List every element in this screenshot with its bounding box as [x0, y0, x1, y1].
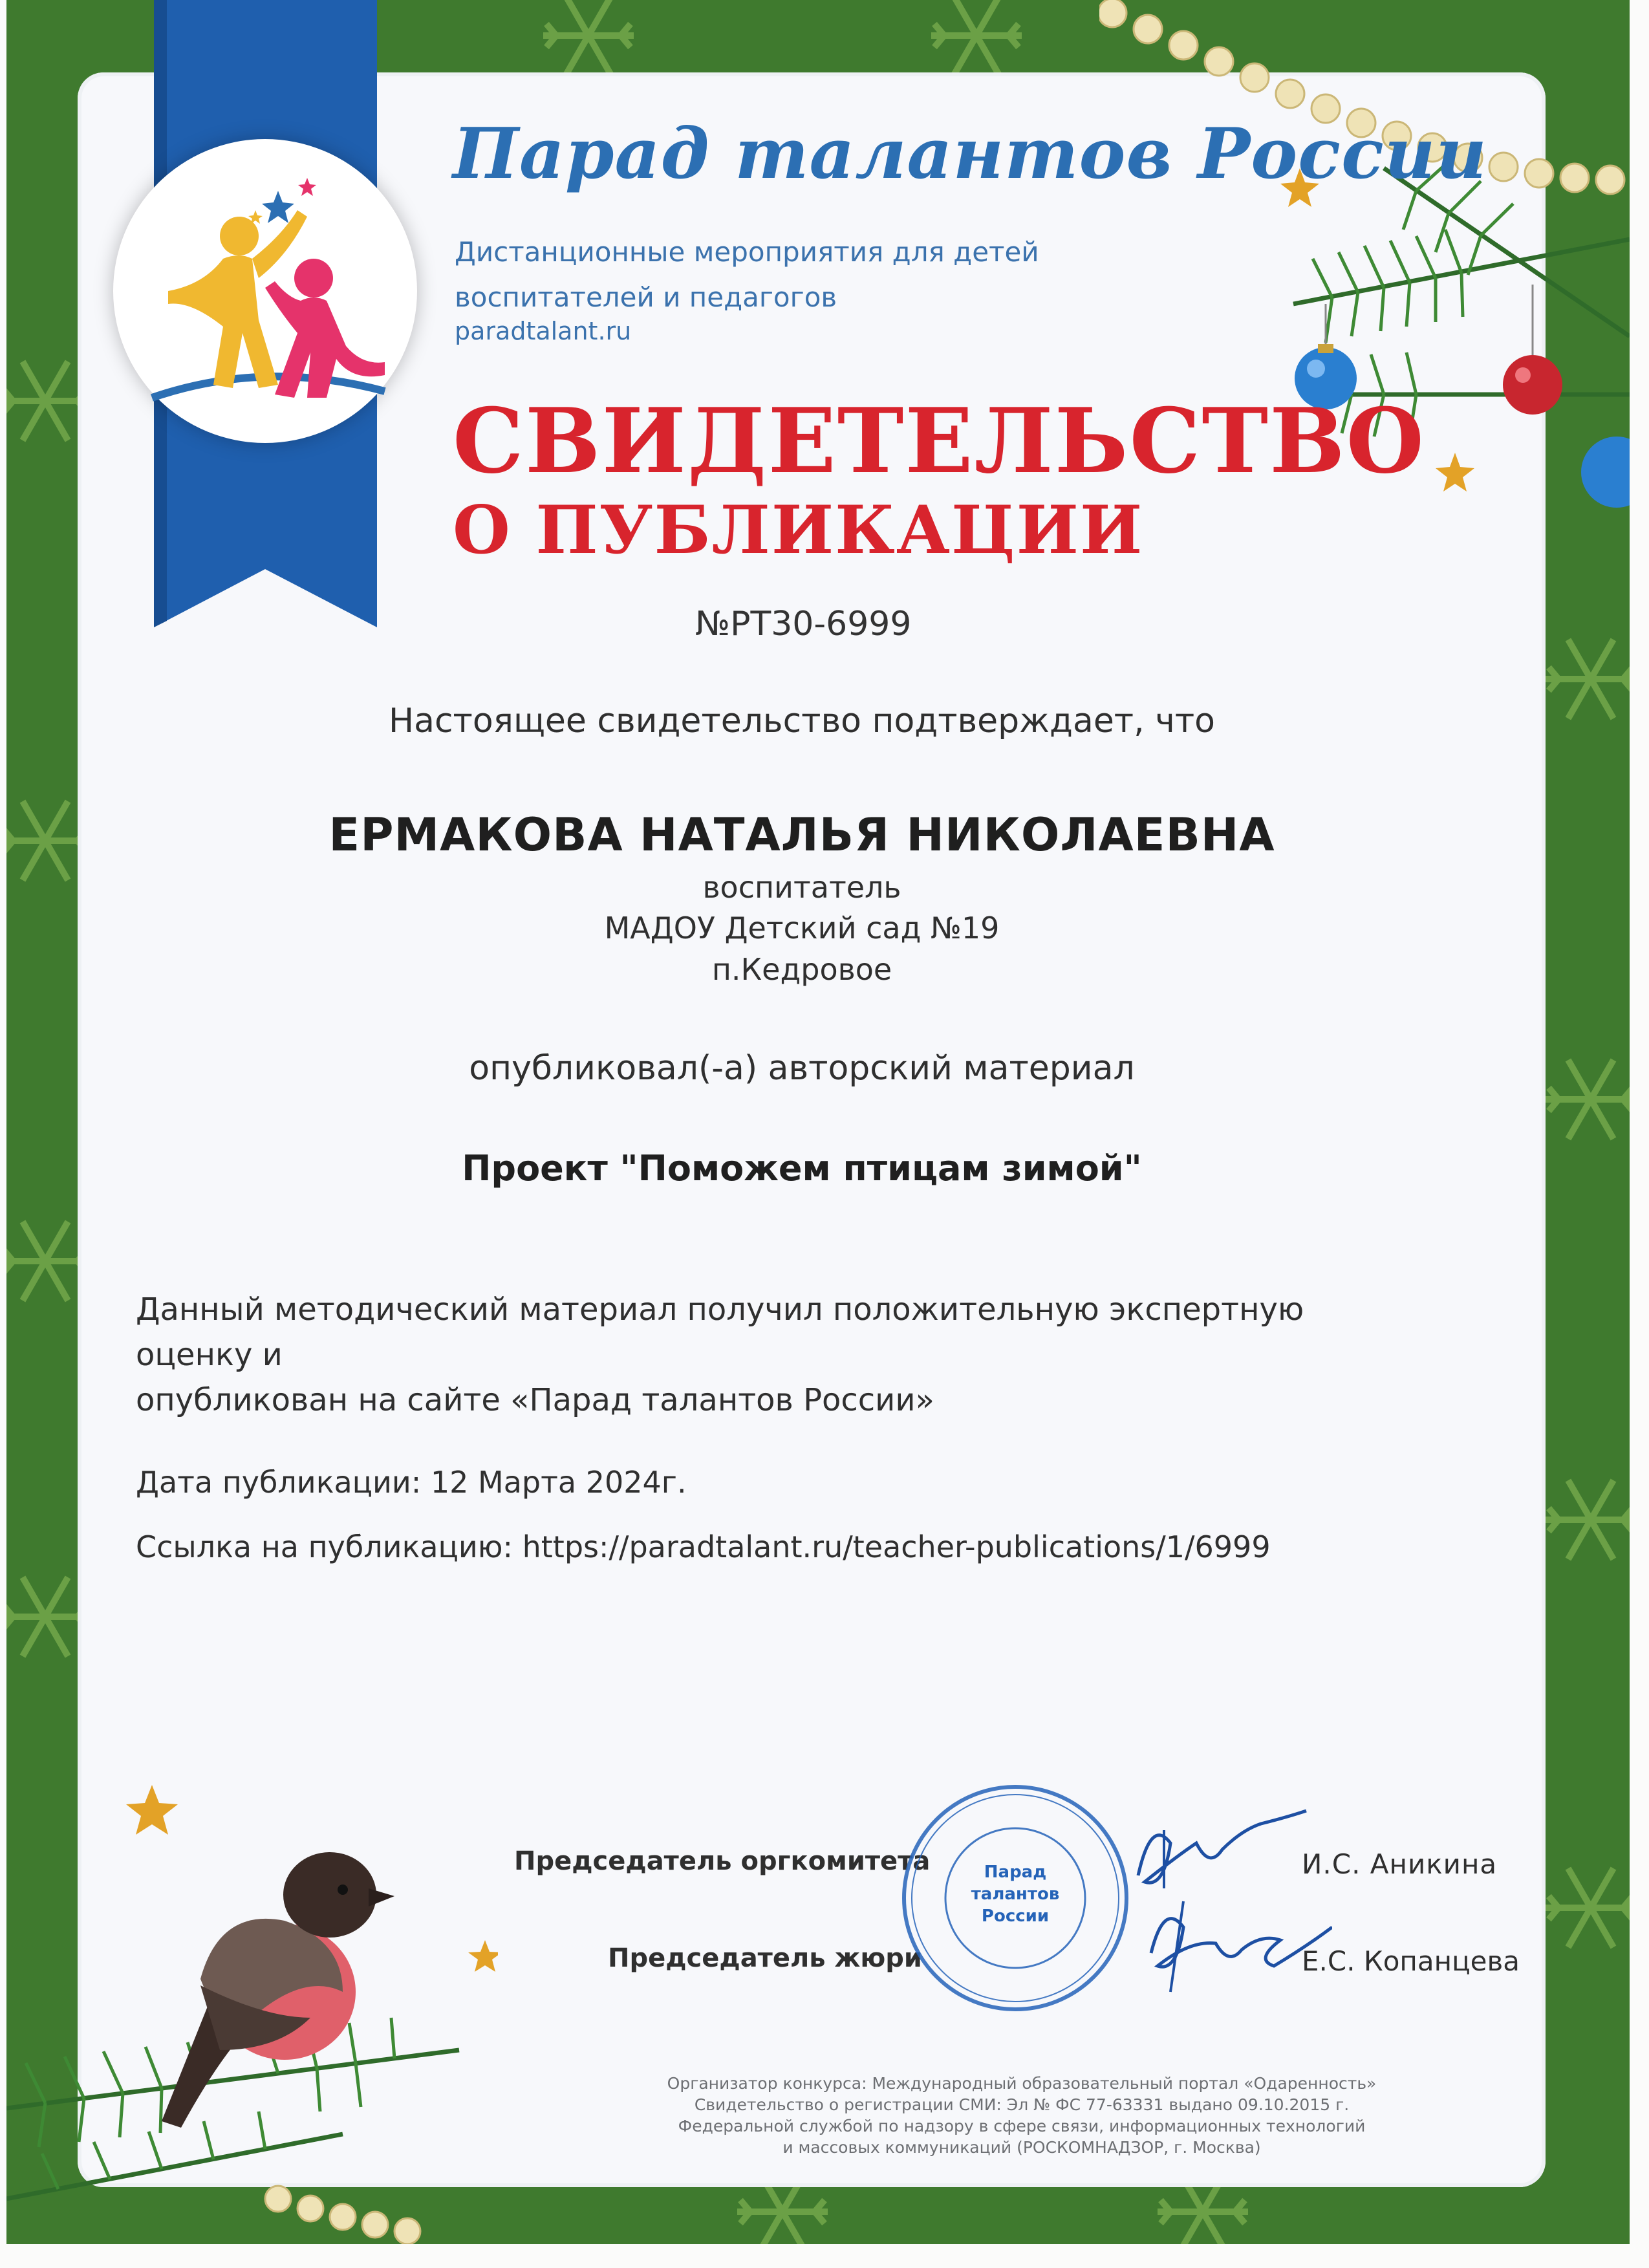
stamp-line-2: талантов	[971, 1885, 1060, 1904]
chair-label: Председатель оргкомитета	[514, 1846, 931, 1876]
recipient-place: п.Кедровое	[711, 952, 892, 987]
official-stamp	[899, 1782, 1132, 2014]
bullfinch-illustration	[6, 1746, 498, 2244]
jury-label: Председатель жюри	[608, 1943, 922, 1973]
children-logo-icon	[113, 139, 417, 443]
footer-info	[634, 2073, 1410, 2158]
publication-date: Дата публикации: 12 Марта 2024г.	[136, 1465, 687, 1500]
recipient-name: ЕРМАКОВА НАТАЛЬЯ НИКОЛАЕВНА	[329, 808, 1275, 861]
confirm-text: Настоящее свидетельство подтверждает, что	[389, 702, 1215, 740]
brand-logo	[113, 139, 417, 443]
expert-line-2: опубликован на сайте «Парад талантов России»	[136, 1382, 934, 1418]
brand-tagline	[455, 230, 1166, 320]
recipient-position: воспитатель	[702, 870, 901, 905]
certificate-subtitle: О ПУБЛИКАЦИИ	[453, 491, 1144, 569]
handwritten-signatures	[1125, 1804, 1332, 1998]
chair-name: И.С. Аникина	[1302, 1848, 1498, 1880]
footer-line-2: Свидетельство о регистрации СМИ: Эл № ФС 77-63331 выдано 09.10.2015 г.	[694, 2095, 1350, 2114]
expert-line-1: Данный методический материал получил положительную экспертную оценку и	[136, 1291, 1304, 1373]
brand-site: paradtalant.ru	[455, 317, 632, 345]
expert-statement	[136, 1287, 1429, 1423]
certificate-number: №РТ30-6999	[695, 605, 912, 643]
material-title: Проект "Поможем птицам зимой"	[462, 1148, 1142, 1189]
tagline-line-1: Дистанционные мероприятия для детей	[455, 236, 1039, 268]
jury-name: Е.С. Копанцева	[1302, 1945, 1520, 1977]
footer-line-4: и массовых коммуникаций (РОСКОМНАДЗОР, г. Москва)	[782, 2138, 1261, 2157]
footer-line-1: Организатор конкурса: Международный образовательный портал «Одаренность»	[667, 2074, 1377, 2093]
tagline-line-2: воспитателей и педагогов	[455, 281, 837, 313]
published-text: опубликовал(-а) авторский материал	[469, 1049, 1135, 1088]
recipient-organization: МАДОУ Детский сад №19	[604, 911, 1000, 945]
stamp-line-3: России	[981, 1906, 1050, 1926]
brand-name: Парад талантов России	[453, 113, 1487, 195]
footer-line-3: Федеральной службой по надзору в сфере связи, информационных технологий	[678, 2117, 1366, 2135]
publication-link: Ссылка на публикацию: https://paradtalant.ru/teacher-publications/1/6999	[136, 1529, 1271, 1564]
certificate-title: СВИДЕТЕЛЬСТВО	[453, 388, 1425, 493]
stamp-line-1: Парад	[984, 1863, 1047, 1882]
